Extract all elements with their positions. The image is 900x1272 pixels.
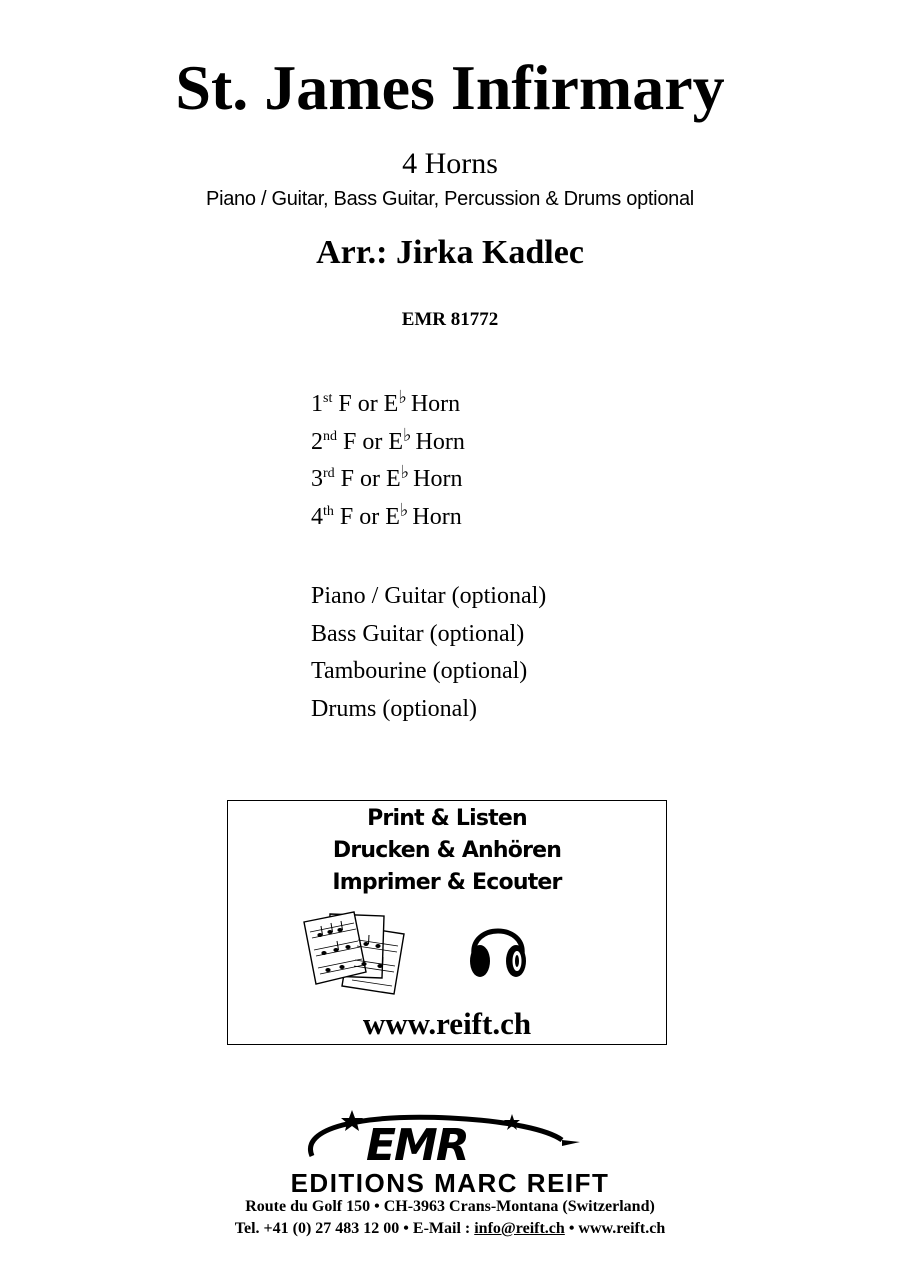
optional-part-row: Bass Guitar (optional) <box>311 620 525 647</box>
promo-website-link[interactable]: www.reift.ch <box>362 1006 532 1041</box>
instrumentation-line: Piano / Guitar, Bass Guitar, Percussion & Drums optional <box>206 188 694 210</box>
horn-parts-list <box>311 386 465 537</box>
horn-part-row <box>311 386 465 424</box>
horn-part-row <box>311 499 465 537</box>
part-key: F or E <box>334 466 401 493</box>
contact-email-link[interactable]: info@reift.ch <box>474 1220 565 1237</box>
sheet-music-icon <box>300 906 412 996</box>
publisher-contact <box>0 1218 900 1239</box>
promo-line-french: Imprimer & Ecouter <box>332 870 562 895</box>
ordinal-suffix: rd <box>323 466 335 482</box>
flat-sign: ♭ <box>399 500 409 521</box>
publisher-address: Route du Golf 150 • CH-3963 Crans-Montana (Switzerland) <box>245 1198 655 1215</box>
part-key: F or E <box>333 504 400 531</box>
flat-sign: ♭ <box>403 424 412 445</box>
part-instrument: Horn <box>410 391 461 417</box>
print-listen-box <box>227 800 667 1045</box>
optional-parts-list <box>311 578 546 729</box>
contact-phone: Tel. +41 (0) 27 483 12 00 • E-Mail : <box>234 1220 475 1237</box>
flat-sign: ♭ <box>400 462 410 483</box>
part-key: F or E <box>337 428 403 455</box>
part-number: 4 <box>311 504 323 531</box>
optional-part-row: Drums (optional) <box>311 696 477 723</box>
catalog-number: EMR 81772 <box>401 309 499 330</box>
ordinal-suffix: th <box>323 504 334 520</box>
promo-line-english: Print & Listen <box>367 806 527 831</box>
emr-logo-text: EMR <box>366 1120 468 1170</box>
arranger-credit: Arr.: Jirka Kadlec <box>316 234 584 271</box>
part-key: F or E <box>332 391 399 417</box>
part-number: 3 <box>311 466 323 493</box>
part-instrument: Horn <box>415 428 465 455</box>
headphones-icon <box>466 913 530 983</box>
promo-line-german: Drucken & Anhören <box>332 838 562 863</box>
ordinal-suffix: nd <box>323 428 337 444</box>
part-instrument: Horn <box>412 504 462 531</box>
horn-part-row <box>311 461 465 499</box>
ordinal-suffix: st <box>323 391 333 406</box>
score-title: St. James Infirmary <box>175 52 725 123</box>
part-number: 2 <box>311 428 323 455</box>
optional-part-row: Piano / Guitar (optional) <box>311 583 547 609</box>
horn-part-row <box>311 424 465 462</box>
contact-website: • www.reift.ch <box>564 1220 666 1237</box>
part-instrument: Horn <box>413 466 463 493</box>
publisher-name: EDITIONS MARC REIFT <box>290 1168 610 1198</box>
emr-logo <box>300 1108 600 1170</box>
flat-sign: ♭ <box>398 387 407 407</box>
optional-part-row: Tambourine (optional) <box>311 658 528 685</box>
ensemble-subtitle: 4 Horns <box>402 147 498 180</box>
part-number: 1 <box>311 391 323 417</box>
